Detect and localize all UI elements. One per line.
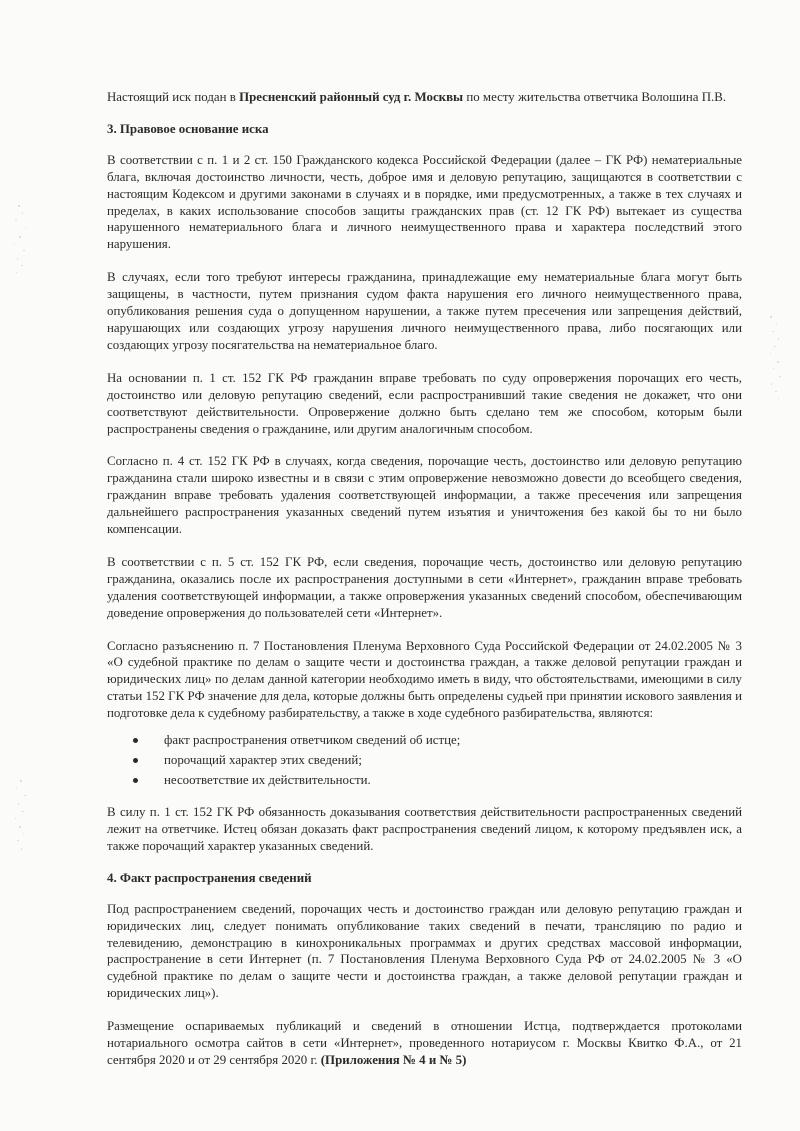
bullet-icon	[133, 778, 138, 783]
intro-text-before: Настоящий иск подан в	[107, 90, 240, 104]
attachments-reference: (Приложения № 4 и № 5)	[320, 1052, 467, 1067]
bullet-icon	[133, 758, 138, 763]
section-3-paragraph-6: Согласно разъяснению п. 7 Постановления Пленума Верховного Суда Российской Федерации от 24.02.2005 № 3 «О судебной практике по делам о защите чести и достоинства граждан, а также деловой репутации граждан и юридических лиц» по делам данной категории необходимо иметь в виду, что обстоятельствами, имеющими в силу статьи 152 ГК РФ значение для дела, которые должны быть определены судьей при принятии искового заявления и подготовке дела к судебному разбирательству, а также в ходе судебного разбирательства, являются:	[107, 638, 742, 721]
section-3-paragraph-1: В соответствии с п. 1 и 2 ст. 150 Гражданского кодекса Российской Федерации (далее – ГК РФ) нематериальные блага, включая достоинство личности, честь, доброе имя и деловую репутацию, защищаются в соответствии с настоящим Кодексом и другими законами в случаях и в порядке, ими предусмотренных, а также в тех случаях и пределах, в каких использование способов защиты гражданских прав (ст. 12 ГК РФ) вытекает из существа нарушенного нематериального блага и личного неимущественного права и характера последствий этого нарушения.	[107, 152, 742, 252]
list-item-text: факт распространения ответчиком сведений об истце;	[164, 733, 461, 748]
section-3-paragraph-2: В случаях, если того требуют интересы гражданина, принадлежащие ему нематериальные блага могут быть защищены, в частности, путем признания судом факта нарушения его личного неимущественного права, опубликования решения суда о допущенном нарушении, а также путем пресечения или запрещения действий, нарушающих или создающих угрозу нарушения личного неимущественного права, либо посягающих или создающих угрозу посягательства на нематериальное благо.	[107, 270, 742, 352]
section-4-heading: 4. Факт распространения сведений	[107, 870, 312, 885]
document-body	[107, 89, 742, 1069]
section-4-paragraph-2	[107, 1018, 742, 1069]
list-item-text: несоответствие их действительности.	[164, 773, 371, 788]
section-3-paragraph-7: В силу п. 1 ст. 152 ГК РФ обязанность доказывания соответствия действительности распространенных сведений лежит на ответчике. Истец обязан доказать факт распространения сведений лицом, к которому предъявлен иск, а также порочащий характер указанных сведений.	[107, 805, 742, 853]
section-4-paragraph-1: Под распространением сведений, порочащих честь и достоинство граждан или деловую репутацию граждан и юридических лиц, следует понимать опубликование таких сведений в печати, трансляцию по радио и телевидению, демонстрацию в кинохроникальных программах и других средствах массовой информации, распространение в сети Интернет (п. 7 Постановления Пленума Верховного Суда РФ от 24.02.2005 № 3 «О судебной практике по делам о защите чести и достоинства граждан, а также деловой репутации граждан и юридических лиц»).	[107, 901, 742, 1001]
section-3-paragraph-3: На основании п. 1 ст. 152 ГК РФ гражданин вправе требовать по суду опровержения порочащих его честь, достоинство или деловую репутацию сведений, если распространивший такие сведения не докажет, что они соответствуют действительности. Опровержение должно быть сделано тем же способом, которым были распространены сведения о гражданине, или другим аналогичным способом.	[107, 370, 742, 436]
list-item	[133, 730, 742, 750]
section-3-paragraph-5: В соответствии с п. 5 ст. 152 ГК РФ, если сведения, порочащие честь, достоинство или деловую репутацию гражданина, оказались после их распространения доступными в сети «Интернет», гражданин вправе требовать удаления соответствующей информации, а также опровержения указанных сведений способом, обеспечивающим доведение опровержения до пользователей сети «Интернет».	[107, 554, 742, 620]
court-name: Пресненский районный суд г. Москвы	[239, 90, 464, 104]
section-4-paragraph-2-text: Размещение оспариваемых публикаций и сведений в отношении Истца, подтверждается протоколами нотариального осмотра сайтов в сети «Интернет», проведенного нотариусом г. Москвы Квитко Ф.А., от 21 сентября 2020 и от 29 сентября 2020 г.	[107, 1019, 742, 1067]
intro-text-after: по месту жительства ответчика Волошина П.В.	[463, 90, 727, 104]
criteria-list	[107, 730, 742, 790]
section-3-paragraph-4: Согласно п. 4 ст. 152 ГК РФ в случаях, когда сведения, порочащие честь, достоинство или деловую репутацию гражданина стали широко известны и в связи с этим опровержение невозможно довести до всеобщего сведения, гражданин вправе требовать удаления соответствующей информации, а также пресечения или запрещения дальнейшего распространения указанных сведений путем изъятия и уничтожения без какой бы то ни было компенсации.	[107, 454, 742, 537]
list-item	[133, 770, 742, 790]
list-item	[133, 750, 742, 770]
bullet-icon	[133, 738, 138, 743]
list-item-text: порочащий характер этих сведений;	[164, 753, 362, 768]
intro-paragraph	[107, 89, 742, 106]
section-3-heading: 3. Правовое основание иска	[107, 121, 269, 136]
